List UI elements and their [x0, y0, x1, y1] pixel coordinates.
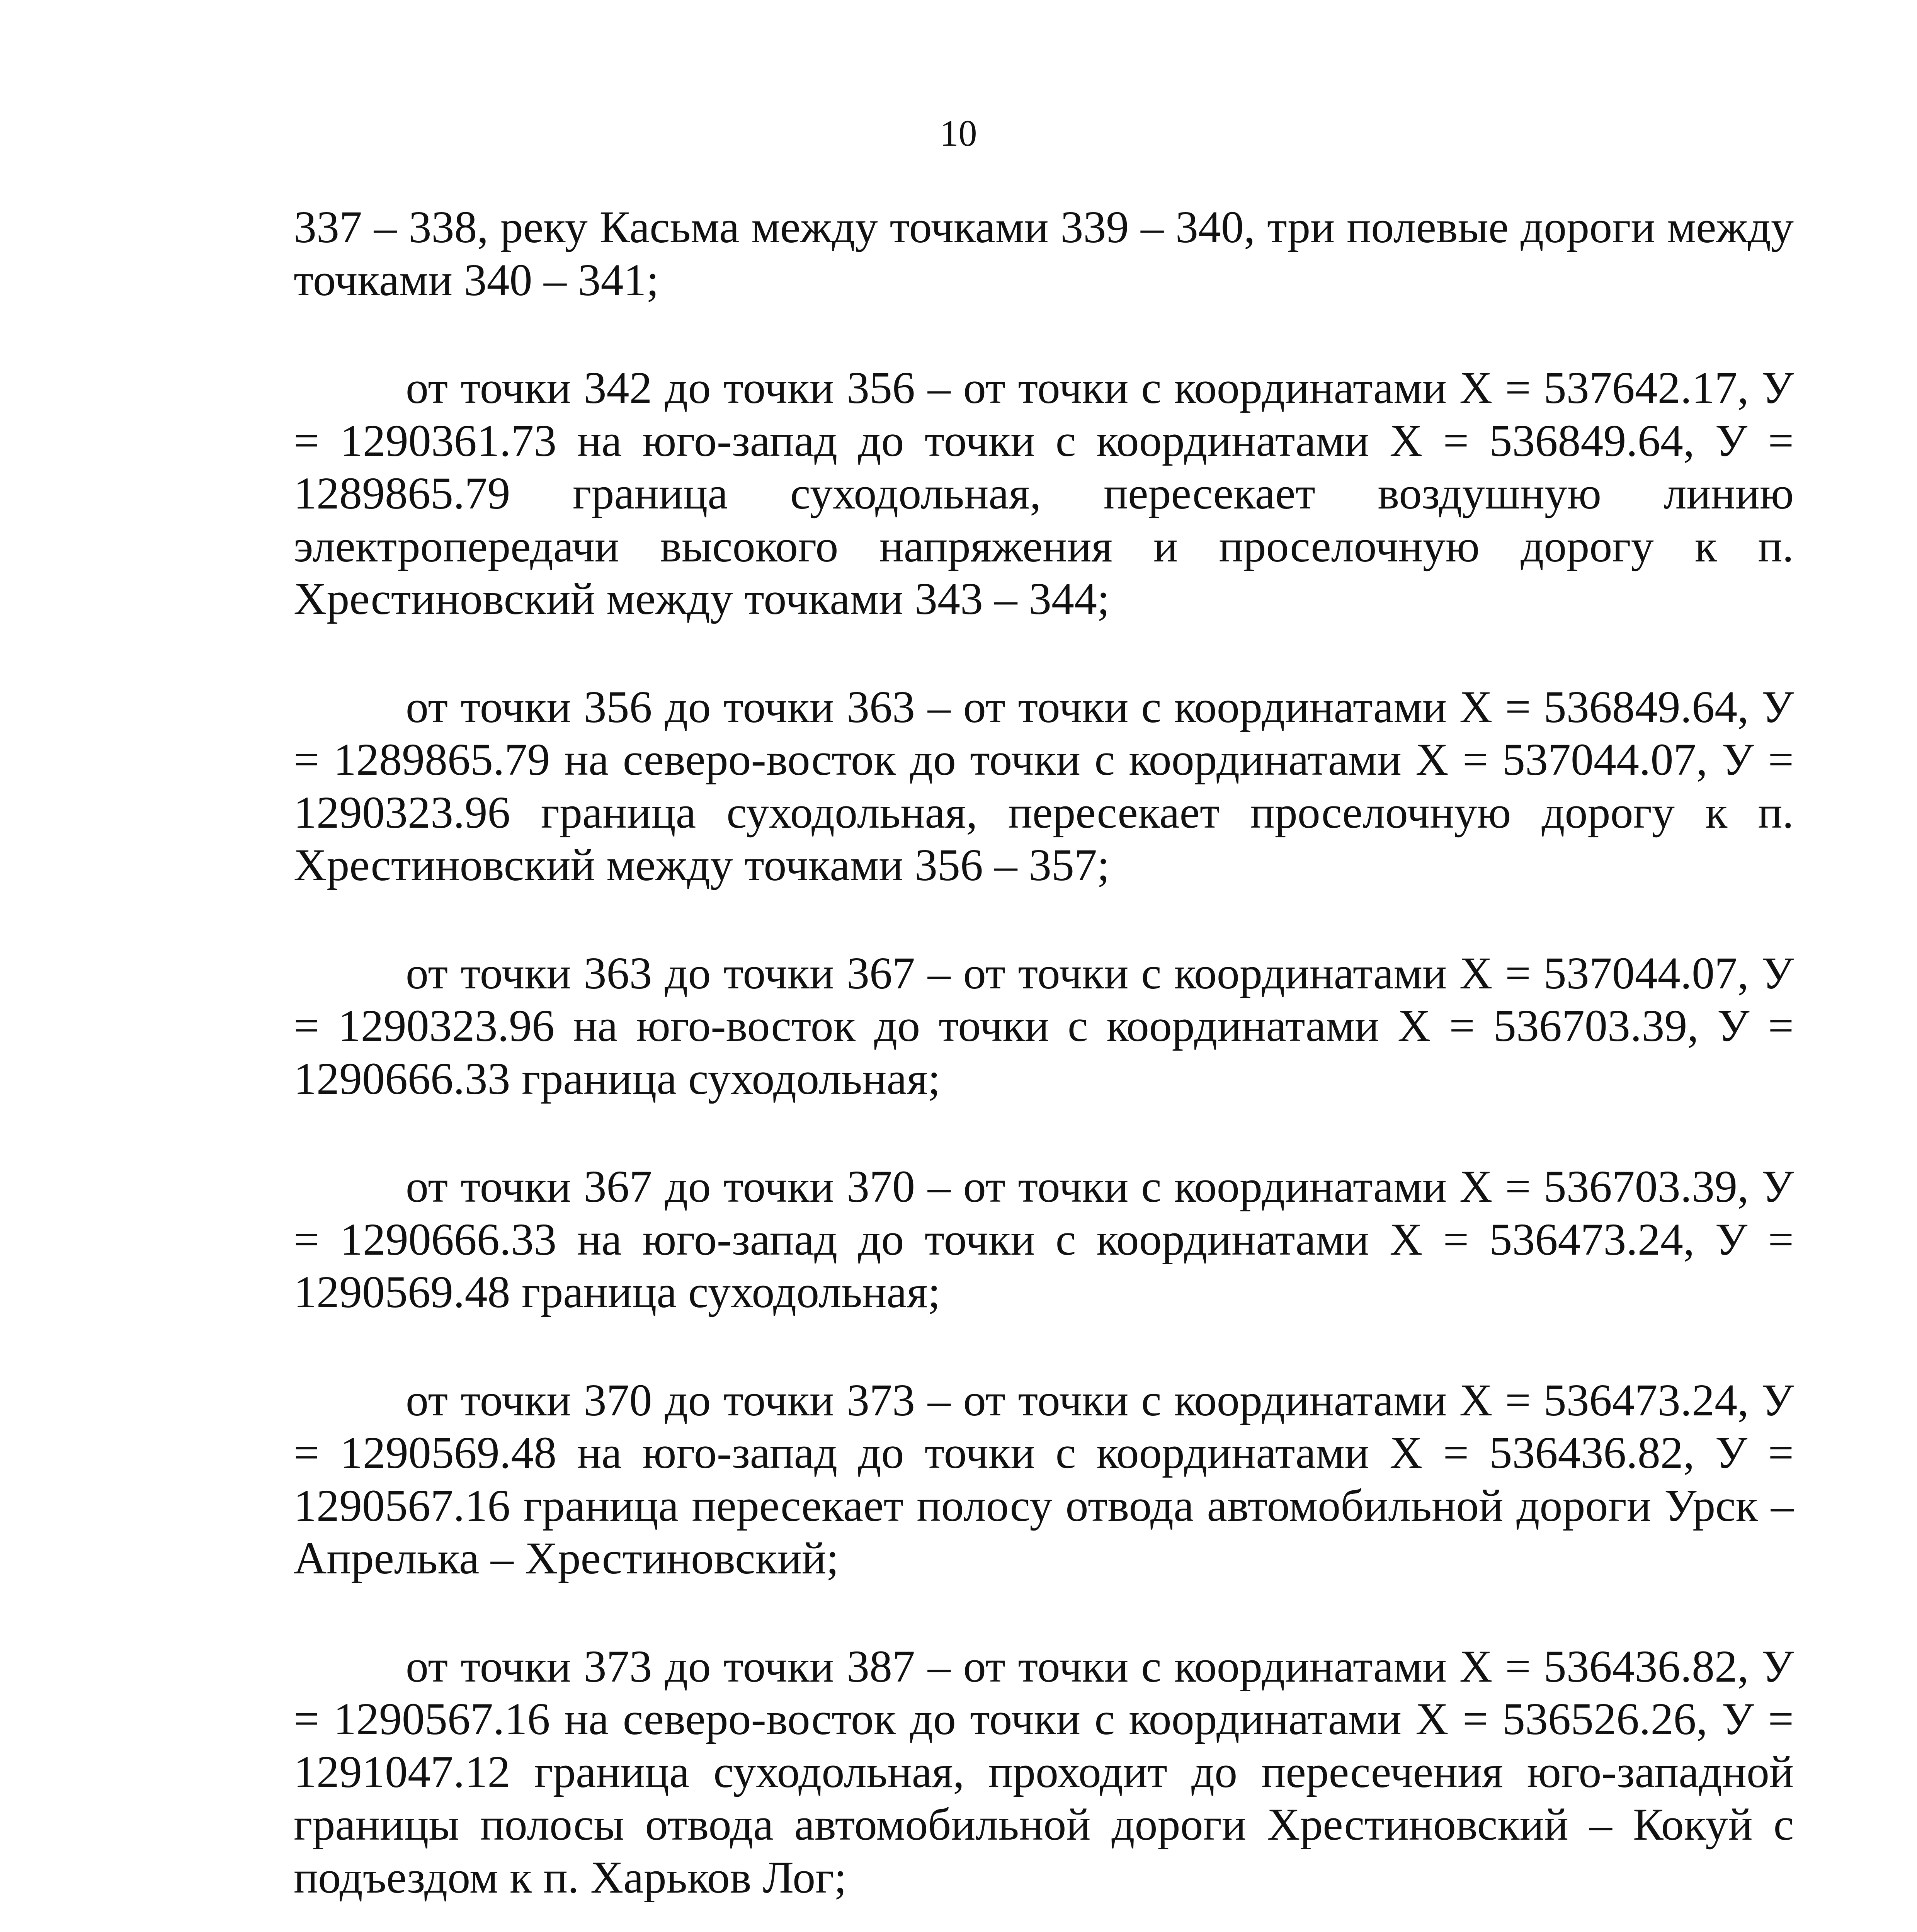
paragraph: от точки 373 до точки 387 – от точки с координатами Х = 536436.82, У = 1290567.16 на северо-восток до точки с координатами Х = 536526.26, У = 1291047.12 граница суходольная, проходит до пересечения юго-западной границы полосы отвода автомобильной дороги Хрестиновский – Кокуй с подъездом к п. Харьков Лог; [294, 1641, 1794, 1903]
paragraph: от точки 342 до точки 356 – от точки с координатами Х = 537642.17, У = 1290361.73 на юго-запад до точки с координатами Х = 536849.64, У = 1289865.79 граница суходольная, пересекает воздушную линию электропередачи высокого напряжения и проселочную дорогу к п. Хрестиновский между точками 343 – 344; [294, 362, 1794, 624]
page-number: 10 [940, 112, 977, 154]
paragraph: от точки 363 до точки 367 – от точки с координатами Х = 537044.07, У = 1290323.96 на юго-восток до точки с координатами Х = 536703.39, У = 1290666.33 граница суходольная; [294, 947, 1794, 1104]
paragraph: 337 – 338, реку Касьма между точками 339 – 340, три полевые дороги между точками 340 – 341; [294, 202, 1794, 305]
paragraph: от точки 356 до точки 363 – от точки с координатами Х = 536849.64, У = 1289865.79 на северо-восток до точки с координатами Х = 537044.07, У = 1290323.96 граница суходольная, пересекает проселочную дорогу к п. Хрестиновский между точками 356 – 357; [294, 681, 1794, 890]
paragraph: от точки 367 до точки 370 – от точки с координатами Х = 536703.39, У = 1290666.33 на юго-запад до точки с координатами Х = 536473.24, У = 1290569.48 граница суходольная; [294, 1161, 1794, 1317]
body-text [294, 201, 1794, 1932]
paragraph: от точки 370 до точки 373 – от точки с координатами Х = 536473.24, У = 1290569.48 на юго-запад до точки с координатами Х = 536436.82, У = 1290567.16 граница пересекает полосу отвода автомобильной дороги Урск – Апрелька – Хрестиновский; [294, 1374, 1794, 1583]
